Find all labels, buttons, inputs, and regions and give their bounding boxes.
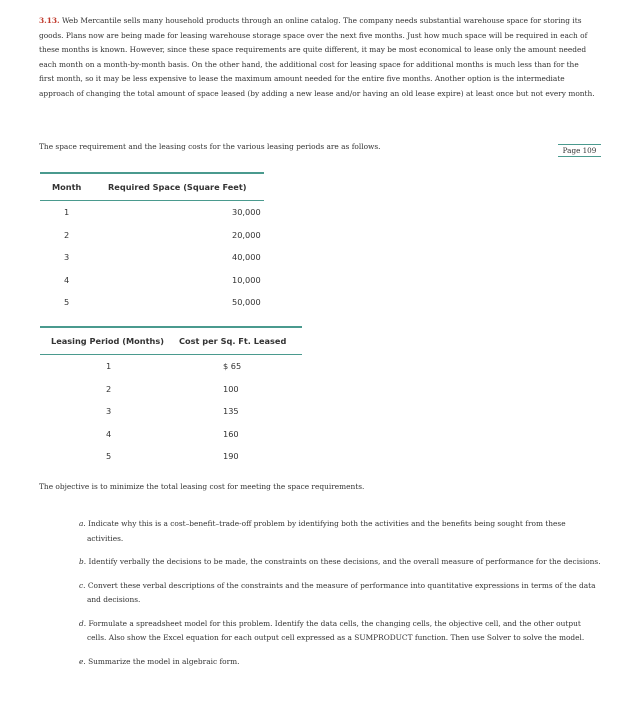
table-row	[40, 201, 264, 224]
space-requirement-table	[40, 172, 264, 314]
month-cell: 1	[64, 207, 70, 218]
space-cell: 40,000	[232, 252, 261, 263]
question-letter: b.	[79, 557, 87, 566]
problem-text: Web Mercantile sells many household products through an online catalog. The company needs substantial warehouse space for storing its goods. Plans now are being made for leasing warehouse storage space over the next five months. Just how much space will be required in each of these months is known. However, since these space requirements are quite different, it may be most economical to lease only the amount needed each month on a month-by-month basis. On the other hand, the additional cost for leasing space for additional months is much less than for the first month, so it may be less expensive to lease the maximum amount needed for the entire five months. Another option is the intermediate approach of changing the total amount of space leased (by adding a new lease and/or having an old lease expire) at least once but not every month.	[39, 16, 595, 98]
cost-cell: 190	[223, 451, 239, 462]
space-cell: 10,000	[232, 274, 261, 285]
table-row	[40, 445, 302, 468]
table-row	[40, 423, 302, 446]
question-item	[79, 579, 601, 608]
table-header-row	[40, 173, 264, 201]
question-letter: c.	[79, 580, 86, 590]
page-label: Page 109	[558, 144, 601, 157]
period-cell: 1	[106, 361, 112, 372]
table-row	[40, 224, 264, 247]
question-text: Summarize the model in algebraic form.	[88, 656, 240, 666]
period-cell: 2	[106, 383, 112, 394]
period-cell: 5	[106, 451, 112, 462]
period-cell: 4	[106, 428, 112, 439]
table-row	[40, 378, 302, 401]
question-text: Convert these verbal descriptions of the constraints and the measure of performance into quantitative expressions in terms of the data and decisions.	[87, 580, 596, 604]
month-cell: 5	[64, 297, 70, 308]
month-cell: 4	[64, 274, 70, 285]
question-item	[79, 655, 601, 670]
leasing-cost-table	[40, 326, 302, 468]
cost-cell: $ 65	[223, 361, 242, 372]
table-row	[40, 269, 264, 292]
table-row	[40, 400, 302, 423]
lead-text: The space requirement and the leasing costs for the various leasing periods are as follows.	[39, 142, 381, 151]
question-letter: e.	[79, 656, 86, 666]
cost-cell: 135	[223, 406, 239, 417]
question-text: Identify verbally the decisions to be made, the constraints on these decisions, and the overall measure of performance for the decisions.	[88, 557, 601, 566]
period-cell: 3	[106, 406, 112, 417]
question-item	[79, 617, 601, 646]
column-header-cost: Cost per Sq. Ft. Leased	[179, 327, 302, 355]
table-row	[40, 355, 302, 378]
table-row	[40, 291, 264, 314]
table-header-row	[40, 327, 302, 355]
question-item	[79, 517, 601, 546]
space-cell: 30,000	[232, 207, 261, 218]
question-letter: a.	[79, 519, 86, 528]
cost-cell: 160	[223, 428, 239, 439]
table-row	[40, 246, 264, 269]
month-cell: 3	[64, 252, 70, 263]
problem-paragraph	[39, 14, 595, 102]
space-cell: 50,000	[232, 297, 261, 308]
month-cell: 2	[64, 229, 70, 240]
objective-text: The objective is to minimize the total leasing cost for meeting the space requirements.	[39, 482, 365, 491]
question-text: Formulate a spreadsheet model for this problem. Identify the data cells, the changing cells, the objective cell, and the other output cells. Also show the Excel equation for each output cell expressed as a SUMPRODUCT function. Then use Solver to solve the model.	[87, 618, 585, 642]
question-item	[79, 555, 601, 570]
cost-cell: 100	[223, 383, 239, 394]
space-cell: 20,000	[232, 229, 261, 240]
question-letter: d.	[79, 618, 87, 628]
question-text: Indicate why this is a cost–benefit–trade-off problem by identifying both the activities and the benefits being sought from these activities.	[87, 519, 566, 543]
question-list	[79, 517, 601, 678]
column-header-required-space: Required Space (Square Feet)	[108, 173, 264, 201]
column-header-month: Month	[40, 173, 108, 201]
problem-number: 3.13.	[39, 16, 60, 25]
column-header-leasing-period: Leasing Period (Months)	[40, 327, 179, 355]
